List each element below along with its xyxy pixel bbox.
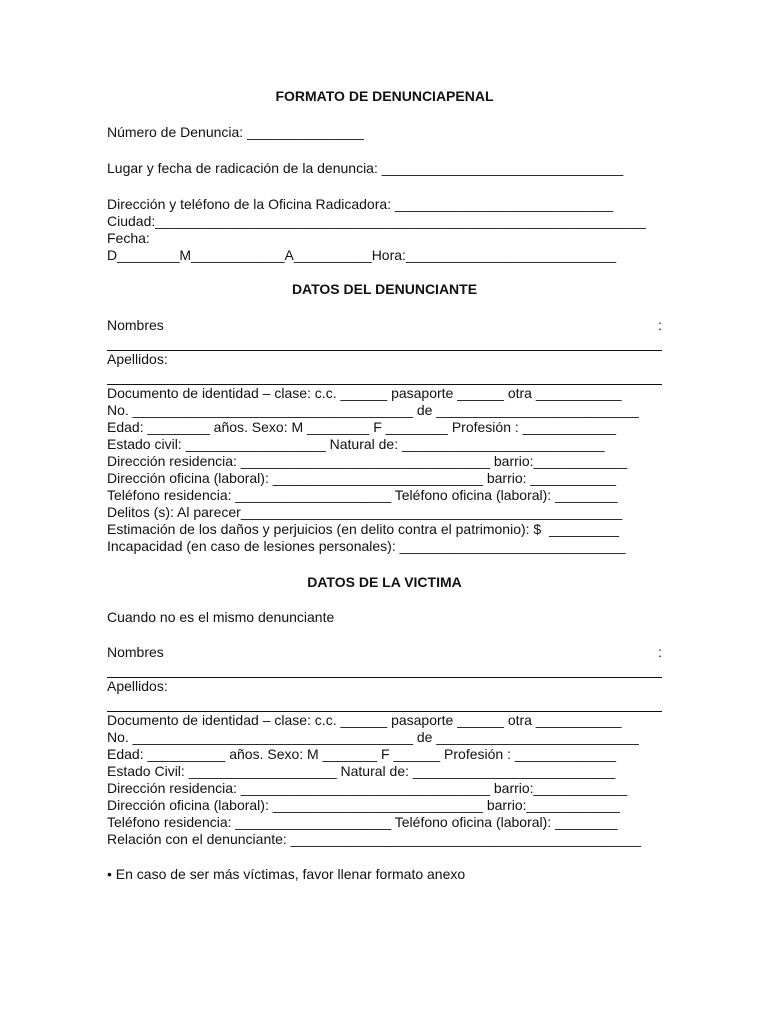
fecha-hora-fields[interactable]: D________M____________A__________Hora:___________________________: [107, 247, 617, 263]
victima-nombres-row: [107, 644, 662, 661]
form-title: FORMATO DE DENUNCIAPENAL: [275, 88, 494, 104]
denunciante-direccion-residencia-field[interactable]: Dirección residencia: ________________________________ barrio:____________: [107, 453, 627, 469]
victima-nombres-label: Nombres: [107, 644, 164, 660]
denunciante-apellidos-input-line[interactable]: [107, 368, 662, 385]
denunciante-nombres-input-line[interactable]: [107, 334, 662, 351]
denunciante-documento-field[interactable]: Documento de identidad – clase: c.c. ______ pasaporte ______ otra ___________: [107, 385, 622, 401]
fecha-label: Fecha:: [107, 230, 150, 246]
denunciante-numero-documento-field[interactable]: No. ____________________________________ de __________________________: [107, 402, 639, 418]
denunciante-delitos-field[interactable]: Delitos (s): Al parecer_________________________________________________: [107, 504, 623, 520]
victima-telefonos-field[interactable]: Teléfono residencia: ____________________ Teléfono oficina (laboral): ________: [107, 814, 618, 830]
victima-direccion-oficina-field[interactable]: Dirección oficina (laboral): ___________________________ barrio:____________: [107, 797, 620, 813]
numero-denuncia-field[interactable]: Número de Denuncia: _______________: [107, 124, 364, 140]
lugar-fecha-field[interactable]: Lugar y fecha de radicación de la denuncia: _______________________________: [107, 160, 624, 176]
denunciante-telefonos-field[interactable]: Teléfono residencia: ____________________ Teléfono oficina (laboral): ________: [107, 487, 618, 503]
victima-apellidos-label: Apellidos:: [107, 678, 168, 694]
denunciante-apellidos-label: Apellidos:: [107, 351, 168, 367]
denunciante-nombres-colon: :: [658, 317, 662, 333]
denunciante-estado-civil-field[interactable]: Estado civil: __________________ Natural de: __________________________: [107, 436, 605, 452]
victima-documento-field[interactable]: Documento de identidad – clase: c.c. ______ pasaporte ______ otra ___________: [107, 712, 622, 728]
footer-note: • En caso de ser más víctimas, favor llenar formato anexo: [107, 866, 466, 882]
victima-relacion-field[interactable]: Relación con el denunciante: _____________________________________________: [107, 831, 642, 847]
denunciante-estimacion-field[interactable]: Estimación de los daños y perjuicios (en delito contra el patrimonio): $ _________: [107, 521, 620, 537]
denuncia-form: [107, 88, 662, 883]
victima-numero-documento-field[interactable]: No. ____________________________________ de __________________________: [107, 729, 639, 745]
victima-nombres-input-line[interactable]: [107, 661, 662, 678]
denunciante-edad-sexo-field[interactable]: Edad: ________ años. Sexo: M ________ F ________ Profesión : ____________: [107, 419, 617, 435]
victima-apellidos-input-line[interactable]: [107, 695, 662, 712]
denunciante-incapacidad-field[interactable]: Incapacidad (en caso de lesiones personales): _____________________________: [107, 538, 626, 554]
victima-edad-sexo-field[interactable]: Edad: __________ años. Sexo: M _______ F ______ Profesión : _____________: [107, 746, 617, 762]
direccion-oficina-radicadora-field[interactable]: Dirección y teléfono de la Oficina Radicadora: ____________________________: [107, 196, 613, 212]
denunciante-nombres-row: [107, 317, 662, 334]
denunciante-heading: DATOS DEL DENUNCIANTE: [291, 281, 478, 297]
victima-nombres-colon: :: [658, 644, 662, 660]
denunciante-nombres-label: Nombres: [107, 317, 164, 333]
victima-estado-civil-field[interactable]: Estado Civil: ___________________ Natural de: __________________________: [107, 763, 616, 779]
denunciante-direccion-oficina-field[interactable]: Dirección oficina (laboral): ___________________________ barrio: ___________: [107, 470, 617, 486]
victima-nota: Cuando no es el mismo denunciante: [107, 609, 335, 625]
victima-heading: DATOS DE LA VICTIMA: [307, 574, 462, 590]
ciudad-field[interactable]: Ciudad:_______________________________________________________________: [107, 213, 646, 229]
victima-direccion-residencia-field[interactable]: Dirección residencia: ________________________________ barrio:____________: [107, 780, 627, 796]
